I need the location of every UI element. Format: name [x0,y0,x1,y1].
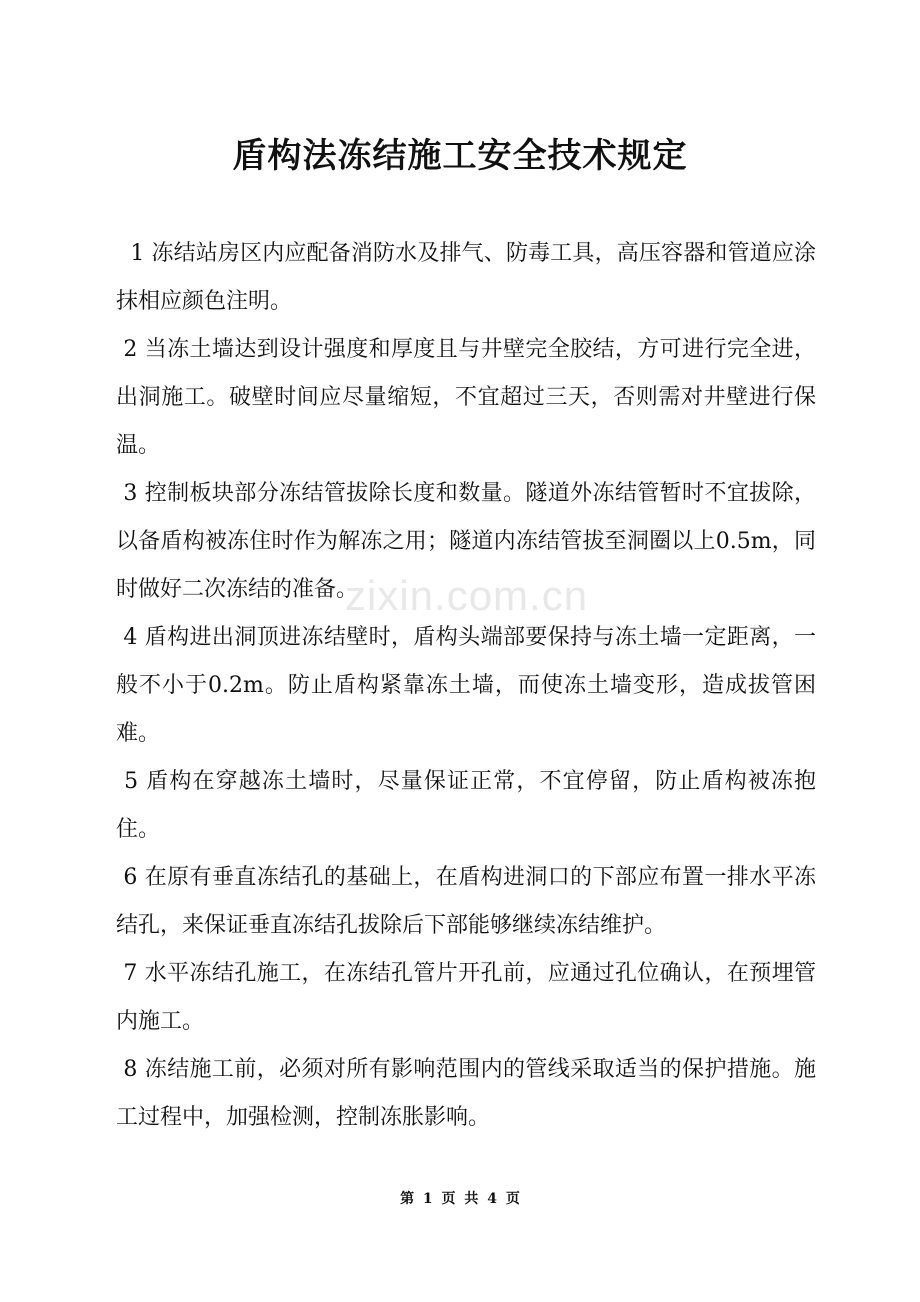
paragraph-5: 5 盾构在穿越冻土墙时，尽量保证正常，不宜停留，防止盾构被冻抱住。 [116,769,816,842]
watermark: zixin.com.cn [345,572,589,619]
paragraph-2: 2 当冻土墙达到设计强度和厚度且与井壁完全胶结，方可进行完全进，出洞施工。破壁时间应尽量缩短，不宜超过三天，否则需对井壁进行保温。 [116,337,816,458]
document-body [116,230,816,1142]
paragraph-8: 8 冻结施工前，必须对所有影响范围内的管线采取适当的保护措施。施工过程中，加强检测，控制冻胀影响。 [116,1057,816,1130]
paragraph-6: 6 在原有垂直冻结孔的基础上，在盾构进洞口的下部应布置一排水平冻结孔，来保证垂直冻结孔拔除后下部能够继续冻结维护。 [116,865,816,938]
paragraph-1: 1 冻结站房区内应配备消防水及排气、防毒工具，高压容器和管道应涂抹相应颜色注明。 [116,241,816,314]
paragraph-4: 4 盾构进出洞顶进冻结壁时，盾构头端部要保持与冻土墙一定距离，一般不小于0.2m。防止盾构紧靠冻土墙，而使冻土墙变形，造成拔管困难。 [116,625,816,746]
paragraph-7: 7 水平冻结孔施工，在冻结孔管片开孔前，应通过孔位确认，在预埋管内施工。 [116,961,816,1034]
page-title: 盾构法冻结施工安全技术规定 [232,136,688,176]
paragraph-3: 3 控制板块部分冻结管拔除长度和数量。隧道外冻结管暂时不宜拔除，以备盾构被冻住时作为解冻之用；隧道内冻结管拔至洞圈以上0.5m，同时做好二次冻结的准备。 [116,481,816,602]
page-footer: 第 1 页 共 4 页 [400,1191,520,1207]
